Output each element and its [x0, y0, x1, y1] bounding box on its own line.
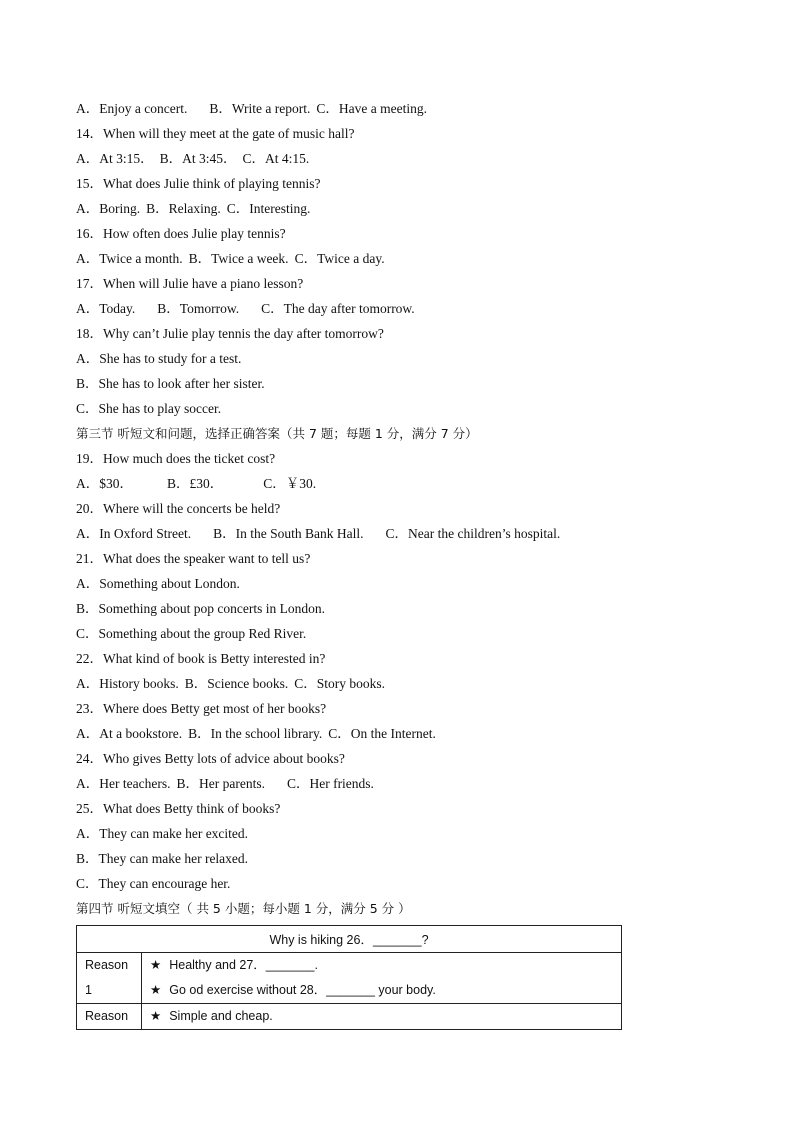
table-row	[77, 1004, 622, 1030]
option-a: A．In Oxford Street.	[76, 526, 192, 541]
option-a: A．At 3:15．	[76, 151, 154, 166]
q25-option-c: C．They can encourage her.	[76, 876, 231, 891]
q18-option-a: A．She has to study for a test.	[76, 351, 242, 366]
reason-1-items	[142, 953, 622, 1004]
q15-question: 15．What does Julie think of playing tennis?	[76, 176, 321, 191]
list-item: ★ Simple and cheap.	[150, 1004, 613, 1029]
list-item: ★ Go od exercise without 28．_______ your body.	[150, 978, 613, 1003]
section-4-heading: 第四节 听短文填空（ 共 5 小题；每小题 1 分，满分 5 分 ）	[76, 901, 411, 916]
option-a: A．$30．	[76, 476, 133, 491]
option-a: A．Today.	[76, 301, 136, 316]
q21-option-c: C．Something about the group Red River.	[76, 626, 307, 641]
q23-question: 23．Where does Betty get most of her books?	[76, 701, 327, 716]
q24-options	[76, 773, 736, 798]
option-b: B．Tomorrow.	[157, 301, 240, 316]
q18-question: 18．Why can’t Julie play tennis the day after tomorrow?	[76, 326, 384, 341]
q20-question: 20．Where will the concerts be held?	[76, 501, 281, 516]
table-header-row	[77, 926, 622, 953]
q14-question: 14．When will they meet at the gate of music hall?	[76, 126, 355, 141]
option-c: C．At 4:15.	[242, 151, 310, 166]
reason-1-label: Reason 1	[77, 953, 142, 1004]
star-icon: ★	[150, 983, 162, 997]
option-b: B．At 3:45．	[159, 151, 237, 166]
option-a: A．Her teachers.	[76, 776, 171, 791]
option-b: B．Write a report.	[209, 101, 311, 116]
option-b: B．Her parents.	[176, 776, 265, 791]
option-c: C．Twice a day.	[294, 251, 385, 266]
q23-options	[76, 723, 736, 748]
q13-options	[76, 98, 736, 123]
q18-option-c: C．She has to play soccer.	[76, 401, 222, 416]
q16-options	[76, 248, 736, 273]
list-item: ★ Healthy and 27．_______.	[150, 953, 613, 978]
q21-option-b: B．Something about pop concerts in London.	[76, 601, 325, 616]
option-c: C．The day after tomorrow.	[261, 301, 415, 316]
section-3-heading: 第三节 听短文和问题，选择正确答案（共 7 题；每题 1 分，满分 7 分）	[76, 426, 478, 441]
star-icon: ★	[150, 1009, 162, 1023]
q25-option-a: A．They can make her excited.	[76, 826, 249, 841]
option-c: C．Interesting.	[226, 201, 311, 216]
option-a: A．Twice a month.	[76, 251, 183, 266]
q21-question: 21．What does the speaker want to tell us?	[76, 551, 311, 566]
q18-option-b: B．She has to look after her sister.	[76, 376, 265, 391]
option-c: C．Near the children’s hospital.	[385, 526, 561, 541]
option-a: A．Boring.	[76, 201, 141, 216]
option-b: B．In the school library.	[188, 726, 323, 741]
option-b: B．Relaxing.	[146, 201, 221, 216]
table-header: Why is hiking 26．_______?	[77, 926, 622, 953]
hiking-fill-table	[76, 925, 622, 1030]
option-b: B．In the South Bank Hall.	[213, 526, 364, 541]
option-a: A．History books.	[76, 676, 179, 691]
reason-2-label: Reason	[77, 1004, 142, 1030]
q19-question: 19．How much does the ticket cost?	[76, 451, 276, 466]
q14-options	[76, 148, 736, 173]
option-a: A．At a bookstore.	[76, 726, 183, 741]
q21-option-a: A．Something about London.	[76, 576, 240, 591]
option-b: B．Twice a week.	[188, 251, 289, 266]
table-row	[77, 953, 622, 1004]
option-c: C．Have a meeting.	[316, 101, 427, 116]
option-b: B．Science books.	[184, 676, 289, 691]
q17-question: 17．When will Julie have a piano lesson?	[76, 276, 304, 291]
reason-2-items	[142, 1004, 622, 1030]
q19-options	[76, 473, 736, 498]
star-icon: ★	[150, 958, 162, 972]
q25-option-b: B．They can make her relaxed.	[76, 851, 249, 866]
exam-page	[76, 98, 736, 1030]
q16-question: 16．How often does Julie play tennis?	[76, 226, 286, 241]
q25-question: 25．What does Betty think of books?	[76, 801, 281, 816]
q17-options	[76, 298, 736, 323]
q22-question: 22．What kind of book is Betty interested in?	[76, 651, 326, 666]
option-b: B．£30．	[167, 476, 224, 491]
q20-options	[76, 523, 736, 548]
q24-question: 24．Who gives Betty lots of advice about books?	[76, 751, 345, 766]
q15-options	[76, 198, 736, 223]
option-c: C．On the Internet.	[328, 726, 436, 741]
q22-options	[76, 673, 736, 698]
option-a: A．Enjoy a concert.	[76, 101, 188, 116]
option-c: C．Story books.	[294, 676, 386, 691]
option-c: C．Her friends.	[286, 776, 374, 791]
option-c: C．￥30.	[263, 476, 317, 491]
